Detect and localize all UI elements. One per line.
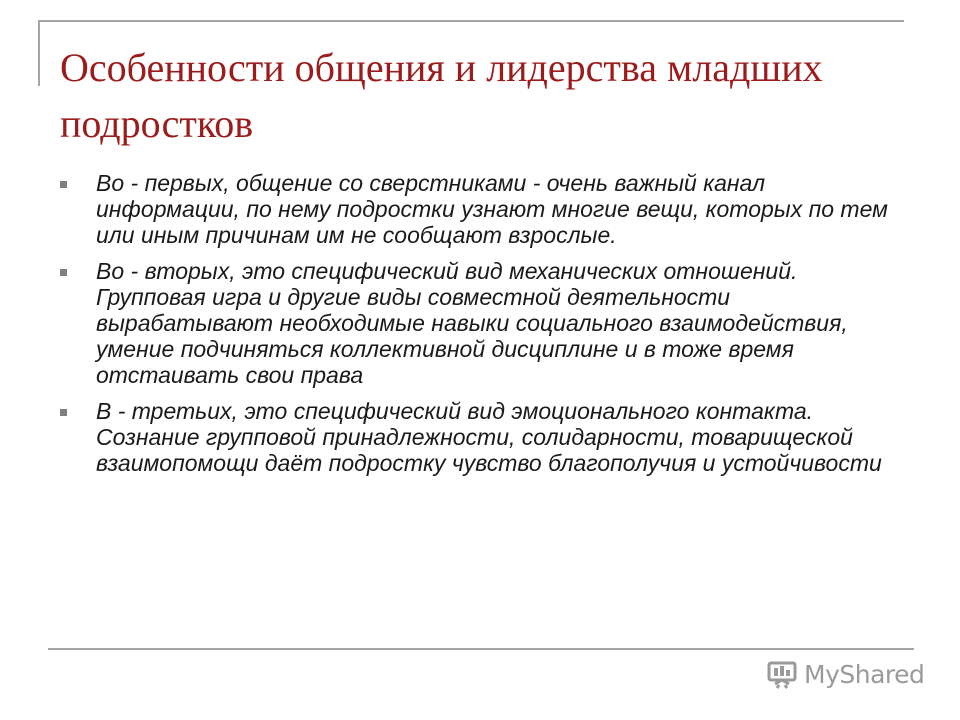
slide-title: Особенности общения и лидерства младших подростков xyxy=(60,45,823,146)
bullet-item-3 xyxy=(58,398,908,476)
bullet-text-3: В - третьих, это специфический вид эмоционального контакта. Сознание групповой принадлежности, солидарности, товарищеской взаимопомощи даёт подростку чувство благополучия и устойчивости xyxy=(96,398,882,476)
watermark-text: MyShared xyxy=(804,659,925,689)
footer-divider xyxy=(48,648,914,650)
square-bullet-icon xyxy=(60,409,67,416)
square-bullet-icon xyxy=(60,269,67,276)
square-bullet-icon xyxy=(60,181,67,188)
watermark xyxy=(766,656,924,692)
bullet-item-1 xyxy=(58,170,908,248)
bullet-item-2 xyxy=(58,258,908,388)
frame-top-line xyxy=(38,20,904,22)
bullet-text-1: Во - первых, общение со сверстниками - очень важный канал информации, по нему подростки узнают многие вещи, которых по тем или иным причинам им не сообщают взрослые. xyxy=(96,170,888,248)
bullet-text-2: Во - вторых, это специфический вид механических отношений. Групповая игра и другие виды совместной деятельности вырабатывают необходимые навыки социального взаимодействия, умение подчиняться коллективной дисциплине и в тоже время отстаивать свои права xyxy=(96,258,848,388)
mysharing-logo-icon xyxy=(766,658,798,690)
bullet-list xyxy=(58,170,908,486)
frame-left-line xyxy=(38,20,40,86)
